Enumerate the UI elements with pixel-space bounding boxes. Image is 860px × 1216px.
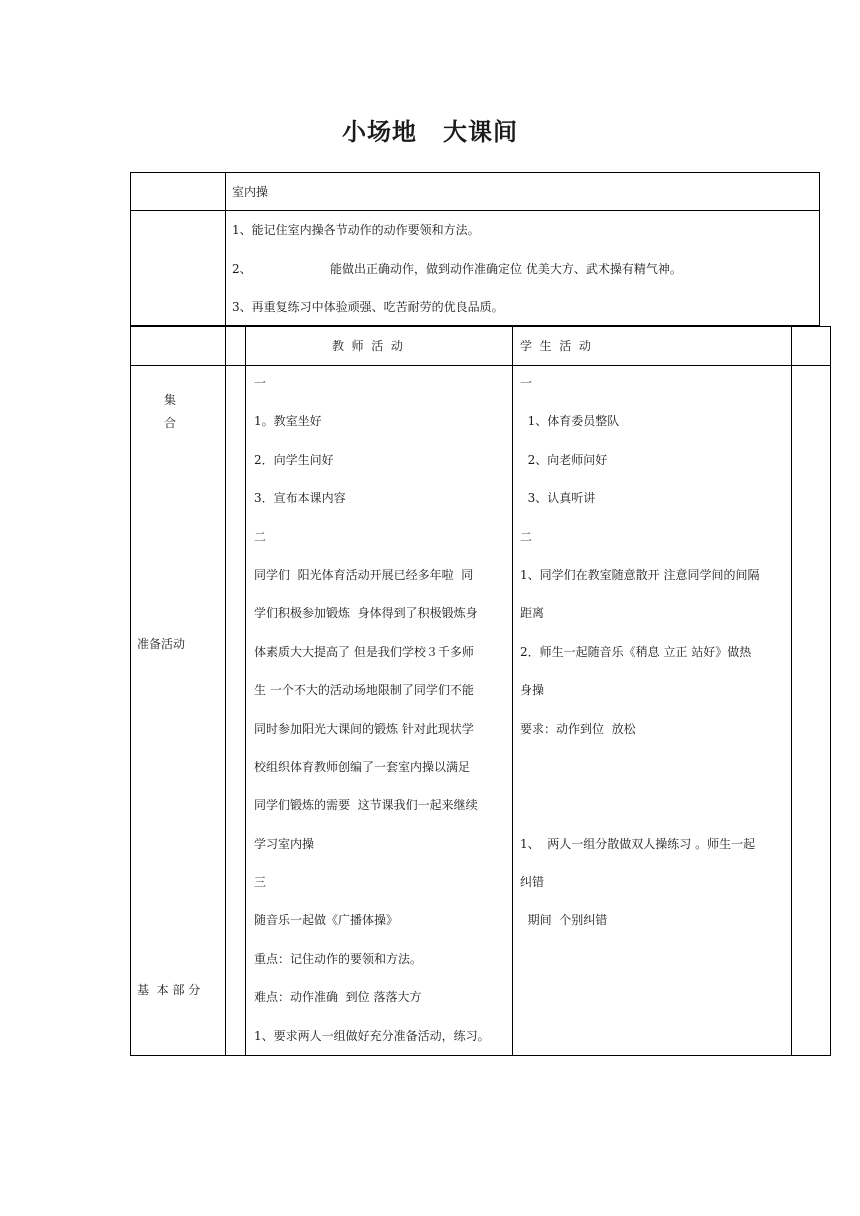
upper-table-divider (130, 210, 820, 211)
col-divider-4 (791, 326, 792, 1056)
teacher-activity-list (254, 376, 490, 1067)
teacher-line: 体素质大大提高了 但是我们学校３千多师 (254, 644, 474, 659)
student-line: 纠错 (520, 875, 545, 890)
teacher-line: 一 (254, 376, 267, 390)
student-line: 1、 两人一组分散做双人操练习 。师生一起 (520, 836, 756, 851)
student-line: 2、向老师问好 (520, 452, 608, 467)
student-activity-header: 学 生 活 动 (520, 339, 591, 353)
teacher-line: 校组织体育教师创编了一套室内操以满足 (254, 759, 471, 774)
teacher-line: 同学们锻炼的需要 这节课我们一起来继续 (254, 798, 478, 813)
teacher-line: 1。教室坐好 (254, 414, 322, 429)
teacher-line: 随音乐一起做《广播体操》 (254, 913, 399, 928)
teacher-line: 同学们 阳光体育活动开展已经多年啦 同 (254, 567, 474, 582)
teacher-activity-header: 教 师 活 动 (332, 339, 403, 353)
teacher-line: 重点：记住动作的要领和方法。 (254, 951, 423, 966)
objective-2-number: 2、 (232, 262, 252, 276)
label-prepare-activity: 准备活动 (137, 637, 186, 651)
objective-2-text: 能做出正确动作，做到动作准确定位 优美大方、武术操有精气神。 (330, 262, 682, 276)
col-divider-1 (225, 326, 226, 1056)
upper-table-col-divider (225, 172, 226, 326)
student-line: 二 (520, 529, 533, 544)
student-line: 期间 个别纠错 (520, 913, 608, 928)
student-line (520, 798, 759, 836)
student-line: 要求：动作到位 放松 (520, 721, 636, 736)
student-line: 身操 (520, 683, 545, 698)
teacher-line: 难点：动作准确 到位 落落大方 (254, 990, 422, 1005)
teacher-line: 1、要求两人一组做好充分准备活动，练习。 (254, 1028, 490, 1043)
teacher-line: 学习室内操 (254, 836, 315, 851)
teacher-line: 二 (254, 529, 267, 544)
teacher-line: 3．宣布本课内容 (254, 491, 346, 506)
student-line (520, 760, 759, 798)
teacher-line: 同时参加阳光大课间的锻炼 针对此现状学 (254, 721, 474, 736)
objective-3: 3、再重复练习中体验顽强、吃苦耐劳的优良品质。 (232, 300, 504, 314)
student-line: 1、同学们在教室随意散开 注意同学间的间隔 (520, 567, 760, 582)
objective-1: 1、能记住室内操各节动作的动作要领和方法。 (232, 223, 480, 237)
topic-content: 室内操 (232, 185, 269, 199)
student-line: 一 (520, 376, 533, 390)
student-line: 距离 (520, 606, 545, 621)
teacher-line: 三 (254, 875, 267, 890)
header-row-divider (130, 365, 831, 366)
student-activity-list (520, 376, 759, 952)
teacher-line: 学们积极参加锻炼 身体得到了积极锻炼身 (254, 606, 478, 621)
student-line: 3、认真听讲 (520, 491, 596, 506)
title-part2: 大课间 (443, 118, 518, 146)
student-line: 2．师生一起随音乐《稍息 立正 站好》做热 (520, 644, 752, 659)
label-basic-part: 基 本 部 分 (137, 983, 201, 997)
title-part1: 小场地 (342, 118, 417, 146)
label-gather-1: 集 (164, 393, 177, 407)
teacher-line: 2．向学生问好 (254, 452, 334, 467)
teacher-line: 生 一个不大的活动场地限制了同学们不能 (254, 683, 474, 698)
student-line: 1、体育委员整队 (520, 414, 620, 429)
label-gather-2: 合 (164, 416, 177, 430)
col-divider-3 (512, 326, 513, 1056)
page-title (0, 112, 860, 147)
col-divider-2 (245, 326, 246, 1056)
